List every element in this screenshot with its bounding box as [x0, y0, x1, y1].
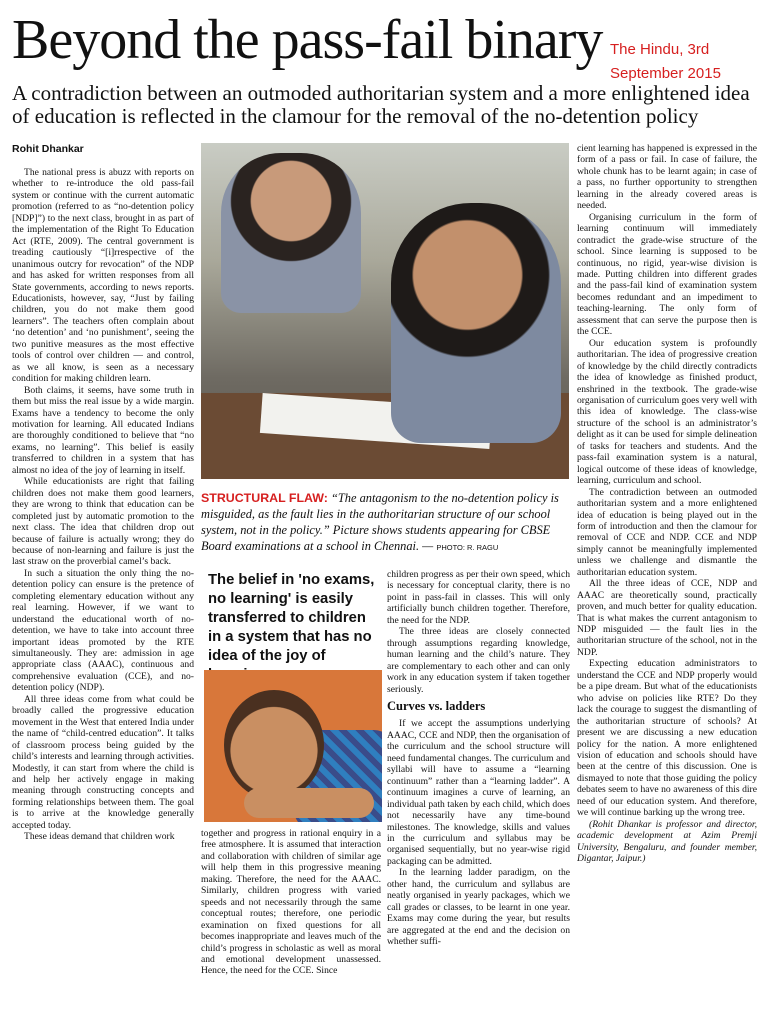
paragraph: While educationists are right that failing children does not make them good learners, they are wrong to think that education can be completed just by automatic promotion to the next class. The idea that children drop out because of failure is actually wrong; they do because of non-learning and failure is just the last straw on the proverbial camel’s back. — [12, 476, 194, 568]
paragraph: These ideas demand that children work — [24, 831, 175, 843]
paragraph: The national press is abuzz with reports on whether to re-introduce the old pass-fail system or continue with the current automatic promotion (referred to as “no-detention policy [NDP]”) to the next class, brought in as part of the implementation of the Right To Education Act (RTE, 2009). The central government is treading cautiously “[i]rrespective of the unanimous outcry for revocation” of the NDP and has asked for written responses from all State governments, according to news reports. Educationists, however, say, “Just by failing children, you do not make them good learners”. The teachers often complain about ‘no detention’ and ‘no punishment’, seeing the two punitive measures as the most effective tools of control over children — and control, as we all know, is seen as a necessary condition for making children learn. — [12, 167, 194, 385]
byline: Rohit Dhankar — [12, 143, 84, 155]
photo-caption — [201, 490, 569, 556]
paragraph: In such a situation the only thing the no-detention policy can ensure is the pretence of completing elementary education without any real learning. However, if we want to understand the educational worth of no-detention, we have to take into account three important ideas promoted by the RTE simultaneously. They are: admission in age appropriate class (AAAC), continuous and comprehensive evaluation (CCE), and no-detention policy (NDP). — [12, 567, 194, 694]
column-4 — [577, 143, 757, 1017]
student-figure — [221, 153, 361, 313]
source-note — [610, 38, 760, 86]
paragraph: All the three ideas of CCE, NDP and AAAC are theoretically sound, practically proven, and much better for quality education. That is what makes the current antagonism to NDP misguided — the fault lies in the authoritarian structure of the school, not in the NDP. — [577, 578, 757, 658]
caption-label: STRUCTURAL FLAW: — [201, 491, 328, 505]
photo-credit: PHOTO: R. RAGU — [436, 543, 499, 552]
paragraph: Expecting education administrators to understand the CCE and NDP properly would be a pipe dream. But what of the educationists who advise on policies like RTE? Do they lack the courage to suggest the dismantling of the authoritarian structure of schools? At present we are discussing a new education policy for the nation. A more enlightened vision of education and schools should have been at the centre of this discussion. One is dismayed to note that those guiding the policy debates seem to have no awareness of this dire need of our education system. And therefore, we will continue barking up the wrong tree. — [577, 658, 757, 819]
child-arm — [244, 788, 374, 818]
deck: A contradiction between an outmoded authoritarian system and a more enlightened idea of education is reflected in the clamour for the removal of the no-detention policy — [12, 81, 750, 128]
headline: Beyond the pass-fail binary — [12, 9, 603, 71]
source-line-1: The Hindu, 3rd — [610, 41, 710, 58]
paragraph: children progress as per their own speed, which is necessary for conceptual clarity, there is no point in pass-fail in classes. This will only artificially bunch children together. Therefore, the need for the NDP. — [387, 569, 570, 626]
pull-quote: The belief in 'no exams, no learning' is easily transferred to children in a system that has no idea of the joy of — [208, 572, 375, 664]
author-note: (Rohit Dhankar is professor and director, academic development at Azim Premji University, Bengaluru, and founder member, Digantar, Jaipur.) — [577, 818, 757, 865]
child-photo — [204, 670, 382, 822]
child-face — [224, 690, 324, 800]
column-3 — [387, 569, 570, 1019]
exam-students-photo — [201, 143, 569, 479]
column-2 — [201, 828, 381, 1020]
paragraph: Both claims, it seems, have some truth in them but miss the real issue by a wide margin. Exams have a tendency to become the only motivation for learning. All educated Indians are thoroughly conditioned to believe that “no exams, no learning”. This belief is easily transferred to children in a system that has almost no idea of the joy of learning in itself. — [12, 384, 194, 476]
paragraph: The contradiction between an outmoded authoritarian system and a more enlightened idea of education is being played out in the form of introduction and then the clamour for removal of CCE and NDP. CCE and NDP simply cannot be meaningfully implemented unless we challenge and dismantle the authoritarian education system. — [577, 486, 757, 578]
paragraph: All three ideas come from what could be broadly called the progressive education movement in the West that entered India under the name of “child-centred education”. It talks of classroom process being guided by the child’s interests and learning through activities. Modestly, it can start from where the child is and help her actively engage in making meaning through constructing concepts and forming relationships between them. The goal is to arrive at the knowledge generally accepted today. — [12, 693, 194, 831]
subheading: Curves vs. ladders — [387, 698, 486, 713]
column-1 — [12, 167, 194, 1017]
paragraph: together and progress in rational enquiry in a free atmosphere. It is assumed that interaction and collaboration with children of similar age will help them in this progressive meaning making. Therefore, the need for the AAAC. Similarly, children progress with varied speeds and not necessarily through the same conceptual routes; therefore, one periodic examination on fixed questions for all becomes inappropriate and leaves much of the child’s progress in scholastic as well as moral and emotional development unassessed. Hence, the need for the CCE. Since — [201, 828, 381, 977]
paragraph: The three ideas are closely connected through assumptions regarding knowledge, human learning and the child’s nature. They are complementary to each other and can only work in any education system if taken together seriously. — [387, 626, 570, 695]
paragraph: cient learning has happened is expressed in the form of a pass or fail. In case of failure, the whole chunk has to be learnt again; in case of a pass, no further opportunity to strengthen learning in the already covered areas is needed. — [577, 143, 757, 212]
caption-text: “The antagonism to the no-detention policy is misguided, as the fault lies in the authoritarian structure of our school system, not in the policy.” Picture shows students appearing for CBSE Board examinations at a school in Chennai. — — [201, 491, 559, 553]
paragraph: Organising curriculum in the form of learning continuum will immediately contradict the grade-wise structure of the school. Since learning is supposed to be continuous, no rigid, year-wise division is made. Putting children into different grades and the pass-fail kind of examination system becomes redundant and an impediment to teaching-learning. The only form of assessment that can serve the purpose then is the CCE. — [577, 211, 757, 338]
paragraph: In the learning ladder paradigm, on the other hand, the curriculum and syllabus are neatly organised in yearly packages, which we call grades or classes, to be learnt in one year. Exams may come during the year, but results are aggregated at the end and the decision on whether suffi- — [387, 867, 570, 948]
source-line-2: September 2015 — [610, 65, 721, 82]
paragraph: If we accept the assumptions underlying AAAC, CCE and NDP, then the organisation of the curriculum and the school structure will need fundamental changes. The curriculum and syllabi will have to assume a “learning continuum” rather than a “learning ladder”. A continuum imagines a curve of learning, an individual path taken by each child, which does not necessarily have any time-bound milestones. The knowledge, skills and values in the curriculum and syllabus may be organised sequentially, but no year-wise rigid packaging can be admitted. — [387, 718, 570, 867]
student-figure — [391, 203, 561, 443]
paragraph: Our education system is profoundly authoritarian. The idea of progressive creation of knowledge by the child directly contradicts the idea of knowledge as finished product, enshrined in the textbook. The grade-wise organisation of curriculum goes very well with this idea of knowledge. The class-wise structure of the school is an administrator’s delight as it can be used for simple delineation of tasks for teachers and students. And the pass-fail examination system is a natural, logical outcome of these ideas of knowledge, learning, curriculum and school. — [577, 337, 757, 487]
